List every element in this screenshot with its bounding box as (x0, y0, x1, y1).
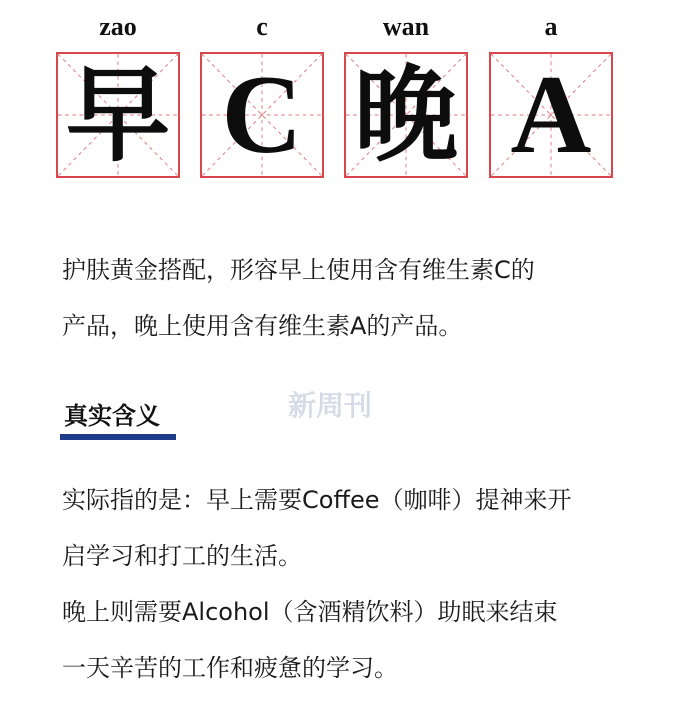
pinyin-a: a (544, 12, 558, 41)
grid-cell-a (489, 52, 613, 178)
pinyin-c: c (256, 12, 268, 41)
meaning-line-2: 启学习和打工的生活。 (62, 542, 302, 570)
character-grid-row (0, 52, 690, 184)
meaning-line-3: 晚上则需要Alcohol（含酒精饮料）助眠来结束 (62, 598, 558, 626)
meaning-line-1: 实际指的是：早上需要Coffee（咖啡）提神来开 (62, 486, 572, 514)
grid-cell-c (200, 52, 324, 178)
character-c: C (221, 53, 303, 177)
grid-cell-wan (344, 52, 468, 178)
pinyin-zao: zao (99, 12, 137, 41)
definition-line-2: 产品，晚上使用含有维生素A的产品。 (62, 312, 463, 340)
character-a: A (510, 53, 592, 177)
grid-cell-zao (56, 52, 180, 178)
character-wan: 晚 (353, 54, 458, 176)
watermark-logo: 新周刊 (288, 389, 373, 422)
character-zao: 早 (65, 54, 170, 176)
definition-paragraph (62, 242, 662, 354)
definition-line-1: 护肤黄金搭配，形容早上使用含有维生素C的 (62, 256, 535, 284)
pinyin-wan: wan (382, 12, 430, 41)
section-title: 真实含义 (64, 402, 160, 430)
section-underline (60, 434, 176, 440)
meaning-paragraph (62, 472, 662, 696)
pinyin-row (0, 12, 690, 46)
meaning-line-4: 一天辛苦的工作和疲惫的学习。 (62, 654, 398, 682)
